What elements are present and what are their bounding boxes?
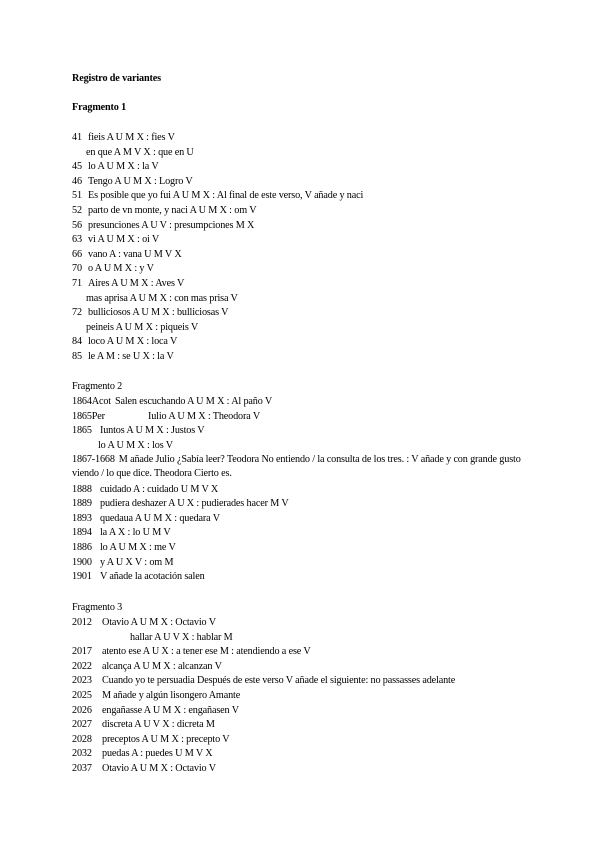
variant-text: Salen escuchando A U M X : Al paño V (114, 396, 273, 407)
verse-number: 63 (72, 234, 82, 246)
variant-entry (72, 674, 455, 688)
verse-number: 72 (72, 307, 82, 319)
verse-number: 2032 (72, 748, 92, 760)
variant-text: Iulio A U M X : Theodora V (148, 410, 261, 422)
verse-number: 85 (72, 351, 82, 362)
verse-number: 2025 (72, 690, 92, 701)
variant-text: peineis A U M X : piqueis V (86, 321, 199, 333)
variant-text: Tengo A U M X : Logro V (88, 175, 193, 187)
variant-entry (72, 541, 176, 555)
verse-number: 1893 (72, 512, 92, 524)
verse-number: 2023 (72, 675, 92, 687)
verse-number: 1867-1668 (72, 454, 115, 466)
variant-entry (72, 645, 311, 659)
variant-text: Iuntos A U M X : Justos V (100, 425, 205, 437)
variant-text: Es posible que yo fui A U M X : Al final de este verso, V añade y naci (88, 190, 364, 202)
variant-text: vano A : vana U M V X (88, 248, 182, 260)
variant-entry (72, 704, 239, 718)
variant-entry (72, 146, 194, 160)
variant-entry (72, 350, 174, 364)
verse-number: 2026 (72, 704, 92, 716)
variant-entry (72, 160, 159, 174)
variant-entry (72, 526, 171, 540)
variant-entry (72, 424, 204, 438)
variant-text: o A U M X : y V (88, 263, 154, 275)
verse-number: 1865Per (72, 410, 105, 422)
variant-text: alcança A U M X : alcanzan V (102, 660, 222, 672)
verse-number: 56 (72, 219, 82, 231)
fragment-1-heading: Fragmento 1 (72, 102, 127, 113)
variant-text: bulliciosos A U M X : bulliciosas V (88, 307, 229, 319)
variant-text: presunciones A U V : presumpciones M X (88, 219, 255, 231)
verse-number: 41 (72, 132, 82, 143)
variant-entry (72, 335, 177, 349)
variant-entry (72, 131, 175, 145)
variant-text: mas aprisa A U M X : con mas prisa V (86, 292, 238, 304)
variant-entry (72, 306, 228, 320)
verse-number: 2022 (72, 660, 92, 672)
verse-number: 2037 (72, 763, 92, 774)
variant-text: hallar A U V X : hablar M (130, 631, 233, 643)
variant-entry (72, 512, 220, 526)
variant-entry (72, 483, 218, 497)
verse-number: 1888 (72, 483, 92, 495)
document-title: Registro de variantes (72, 73, 161, 84)
verse-number: 46 (72, 175, 82, 187)
variant-entry (72, 762, 216, 776)
variant-entry (72, 189, 363, 203)
variant-text: la A X : lo U M V (100, 527, 171, 539)
verse-number: 51 (72, 190, 82, 202)
variant-text: Otavio A U M X : Octavio V (102, 617, 216, 628)
variant-text: preceptos A U M X : precepto V (102, 733, 230, 745)
verse-number: 84 (72, 336, 82, 348)
variant-text: quedaua A U M X : quedara V (100, 512, 220, 524)
variant-entry (72, 453, 532, 481)
verse-number: 2017 (72, 646, 92, 658)
variant-text: parto de vn monte, y naci A U M X : om V (88, 205, 257, 216)
variant-entry (72, 631, 233, 645)
variant-entry (72, 175, 193, 189)
variant-entry (72, 410, 260, 424)
verse-number: 1894 (72, 527, 92, 539)
variant-entry (72, 718, 215, 732)
fragment-2-heading: Fragmento 2 (72, 381, 123, 392)
variant-text: lo A U M X : los V (98, 439, 173, 451)
variant-text: M añade Julio ¿Sabía leer? Teodora No entiendo / la consulta de los tres. : V añade y con grande gusto viendo / lo que dice. Theodora Cierto es. (72, 454, 521, 480)
variant-entry (72, 439, 173, 453)
variant-entry (72, 395, 272, 409)
variant-text: lo A U M X : la V (88, 161, 159, 173)
variant-text: y A U X V : om M (100, 556, 174, 568)
variant-entry (72, 262, 154, 276)
variant-text: fieis A U M X : fies V (88, 132, 175, 143)
variant-entry (72, 204, 256, 218)
variant-text: pudiera deshazer A U X : pudierades hacer M V (100, 498, 289, 510)
variant-text: loco A U M X : loca V (88, 336, 178, 348)
variant-entry (72, 277, 184, 291)
variant-entry (72, 747, 212, 761)
variant-entry (72, 292, 238, 306)
variant-text: M añade y algún lisongero Amante (102, 690, 241, 701)
variant-entry (72, 556, 173, 570)
variant-text: lo A U M X : me V (100, 542, 176, 553)
variant-entry (72, 689, 240, 703)
verse-number: 1900 (72, 556, 92, 568)
variant-entry (72, 497, 289, 511)
variant-entry (72, 248, 182, 262)
variant-text: cuidado A : cuidado U M V X (100, 483, 219, 495)
verse-number: 1886 (72, 542, 92, 553)
verse-number: 2028 (72, 733, 92, 745)
variant-text: le A M : se U X : la V (88, 351, 174, 362)
variant-entry (72, 733, 229, 747)
variant-text: vi A U M X : oi V (88, 234, 160, 246)
variant-text: puedas A : puedes U M V X (102, 748, 213, 760)
verse-number: 1889 (72, 498, 92, 510)
variant-entry (72, 321, 198, 335)
variant-entry (72, 233, 159, 247)
variant-text: Cuando yo te persuadia Después de este verso V añade el siguiente: no passasses adelante (102, 675, 456, 687)
variant-entry (72, 219, 254, 233)
verse-number: 71 (72, 278, 82, 289)
variant-entry (72, 570, 205, 584)
verse-number: 52 (72, 205, 82, 216)
variant-text: engañasse A U M X : engañasen V (102, 704, 239, 716)
verse-number: 1901 (72, 571, 92, 583)
fragment-3-heading: Fragmento 3 (72, 602, 123, 613)
variant-text: Otavio A U M X : Octavio V (102, 763, 216, 774)
verse-number: 1865 (72, 425, 92, 437)
variant-text: V añade la acotación salen (100, 571, 205, 583)
variant-text: atento ese A U X : a tener ese M : atendiendo a ese V (102, 646, 311, 658)
variant-text: Aires A U M X : Aves V (88, 278, 185, 289)
variant-text: discreta A U V X : dicreta M (102, 719, 215, 731)
verse-number: 1864Acot (72, 396, 111, 407)
variant-text: en que A M V X : que en U (86, 146, 194, 158)
verse-number: 66 (72, 248, 82, 260)
verse-number: 2012 (72, 617, 92, 628)
variant-entry (72, 616, 216, 630)
verse-number: 70 (72, 263, 82, 275)
verse-number: 2027 (72, 719, 92, 731)
variant-entry (72, 660, 222, 674)
verse-number: 45 (72, 161, 82, 173)
